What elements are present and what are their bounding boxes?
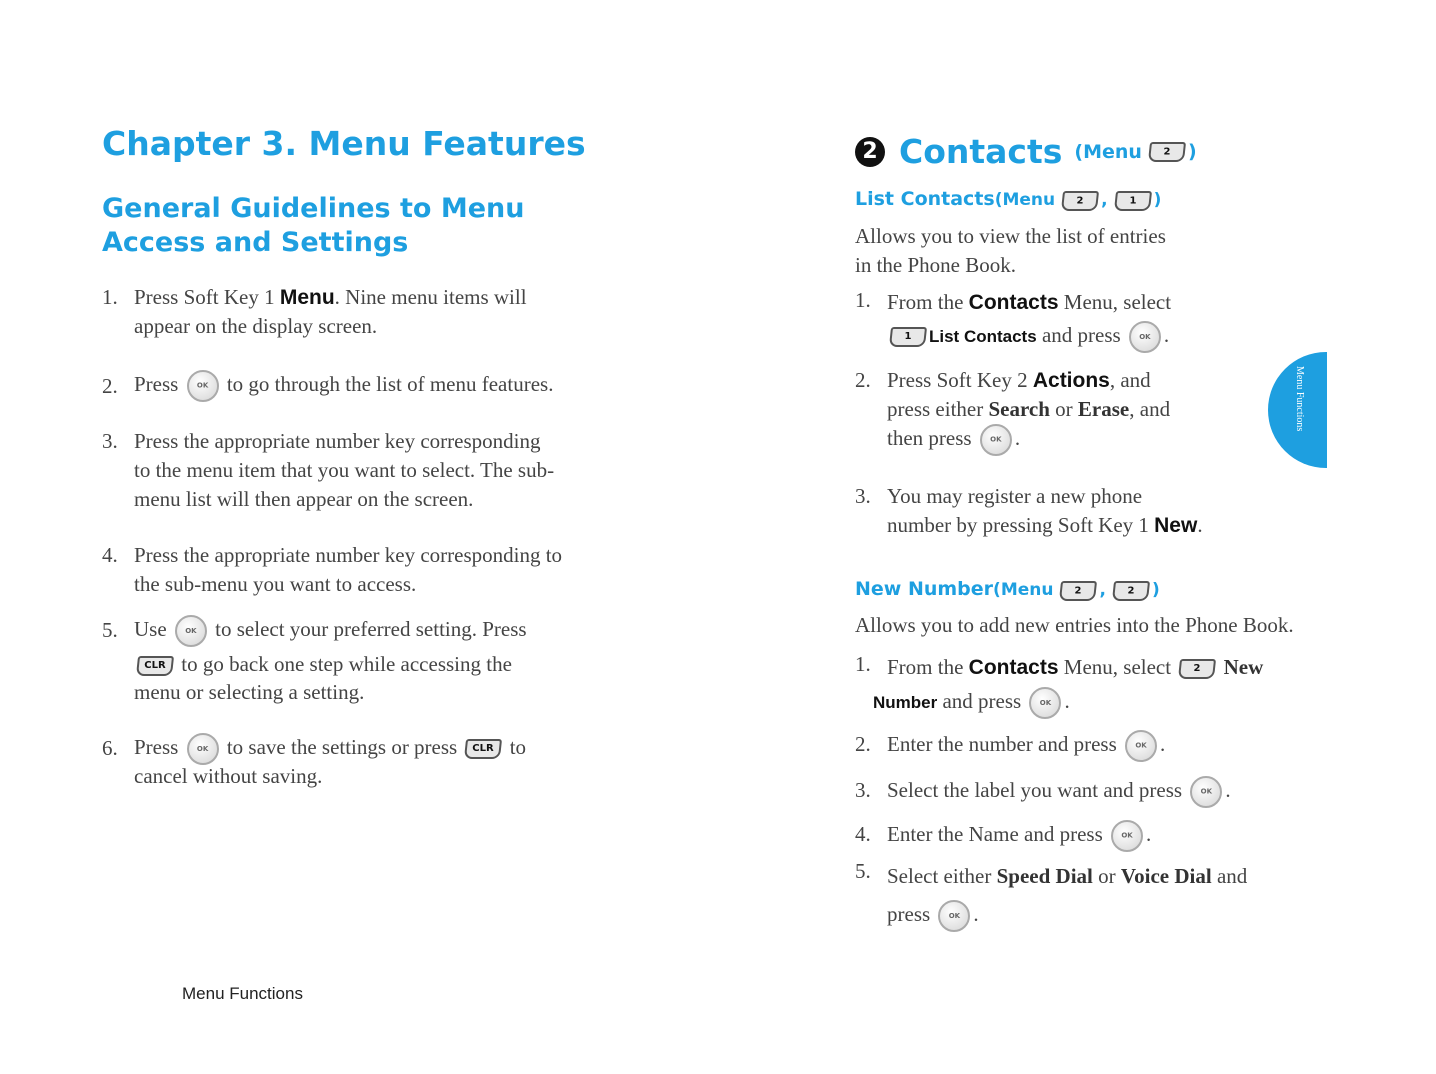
period: . (973, 902, 979, 926)
desc-text: Allows you to view the list of entries (855, 224, 1166, 248)
contacts-title: Contacts (899, 132, 1063, 171)
key-1-icon: 1 (1114, 191, 1152, 211)
step-number: 5. (102, 618, 118, 642)
ok-key-icon (1129, 321, 1161, 353)
contacts-label: Contacts (968, 656, 1059, 679)
ok-key-icon (1111, 820, 1143, 852)
side-tab-label: Menu Functions (1294, 366, 1305, 432)
step-text: and (1216, 864, 1248, 888)
period: . (1163, 323, 1170, 347)
ok-key-icon (1190, 776, 1222, 808)
step-text: number by pressing Soft Key 1 (887, 513, 1149, 537)
chapter-title: Chapter 3. Menu Features (102, 124, 586, 163)
step-text: Press Soft Key 2 (887, 368, 1028, 392)
new-label: New (1154, 514, 1198, 537)
step-text: Menu, select (1063, 290, 1172, 314)
ok-key-icon (980, 424, 1012, 456)
step-text: Press Soft Key 1 (134, 285, 280, 309)
step-number: 1. (855, 288, 871, 312)
comma: , (1099, 580, 1106, 600)
step-text: to select your preferred setting. Press (215, 617, 527, 641)
step-text: and press (942, 689, 1022, 713)
contacts-label: Contacts (968, 291, 1059, 314)
actions-label: Actions (1032, 369, 1110, 392)
list-contacts-title: List Contacts (855, 188, 995, 210)
page-footer: Menu Functions (182, 984, 303, 1003)
menu-label: (Menu (993, 580, 1054, 600)
menu-label: Menu (279, 286, 335, 309)
step-text: or (1055, 397, 1073, 421)
side-tab (1268, 352, 1327, 468)
new-number-heading (855, 578, 1160, 601)
erase-label: Erase (1077, 397, 1130, 421)
step-number: 1. (102, 285, 118, 309)
step-number: 5. (855, 859, 871, 883)
step-text: cancel without saving. (134, 764, 323, 789)
menu-label: (Menu (1074, 140, 1142, 163)
step-text: Press (134, 372, 179, 396)
speed-dial-label: Speed Dial (996, 864, 1093, 888)
step-number: 4. (102, 543, 118, 567)
step-text: press (887, 902, 931, 926)
paren: ) (1153, 190, 1162, 210)
step-number: 3. (855, 778, 871, 802)
step-text: Press the appropriate number key corresponding to (134, 543, 563, 567)
step-number: 3. (855, 484, 871, 508)
step-number: 2. (855, 368, 871, 392)
search-label: Search (988, 397, 1050, 421)
section-title: General Guidelines to Menu Access and Settings (102, 193, 525, 258)
step-text: Press (134, 735, 179, 759)
key-2-icon: 2 (1148, 142, 1186, 162)
paren: ) (1187, 140, 1197, 163)
step-text: Menu, select (1063, 655, 1172, 679)
step-text: Use (134, 617, 167, 641)
step-number: 2. (855, 732, 871, 756)
step-text: , and (1109, 368, 1151, 392)
step-text: to go through the list of menu features. (226, 372, 554, 396)
list-contacts-heading (855, 188, 1161, 211)
ok-key-icon (187, 733, 219, 765)
step-number: 6. (102, 736, 118, 760)
period: . (1146, 822, 1152, 846)
key-1-icon: 1 (889, 327, 927, 347)
step-text: to (509, 735, 527, 759)
key-2-icon: 2 (1178, 659, 1216, 679)
step-text: appear on the display screen. (134, 314, 378, 338)
key-2-icon: 2 (1059, 581, 1097, 601)
step-number: 1. (855, 652, 871, 676)
nav-key-icon (175, 615, 207, 647)
section-number-badge: 2 (855, 137, 885, 167)
period: . (1014, 426, 1021, 450)
step-text: to go back one step while accessing the (181, 652, 512, 677)
step-number: 3. (102, 429, 118, 453)
clr-key-icon: CLR (464, 739, 502, 759)
step-text: . Nine menu items will (334, 285, 527, 309)
desc-text: Allows you to add new entries into the Phone Book. (855, 613, 1294, 637)
step-text: Press the appropriate number key corresponding (134, 429, 541, 453)
step-text: From the (887, 655, 964, 679)
ok-key-icon (187, 370, 219, 402)
number-label: Number (873, 693, 938, 712)
list-contacts-desc (855, 222, 1235, 280)
new-number-title: New Number (855, 578, 994, 600)
ok-key-icon (1125, 730, 1157, 762)
menu-label: (Menu (994, 190, 1056, 210)
period: . (1160, 732, 1166, 756)
step-text: to save the settings or press (226, 735, 458, 759)
step-text: menu list will then appear on the screen. (134, 487, 474, 511)
step-text: Select the label you want and press (887, 778, 1183, 802)
step-text: the sub-menu you want to access. (134, 572, 417, 596)
new-number-desc (855, 611, 1325, 640)
step-text: You may register a new phone (887, 484, 1143, 508)
period: . (1225, 778, 1231, 802)
key-2-icon: 2 (1061, 191, 1099, 211)
period: . (1064, 689, 1070, 713)
key-2-icon: 2 (1112, 581, 1150, 601)
step-text: press either (887, 397, 984, 421)
comma: , (1101, 190, 1108, 210)
step-number: 2. (102, 374, 118, 398)
step-text: , and (1129, 397, 1171, 421)
step-text: From the (887, 290, 964, 314)
step-text: or (1098, 864, 1116, 888)
step-text: and press (1041, 323, 1121, 347)
step-text: Enter the Name and press (887, 822, 1103, 846)
step-number: 4. (855, 822, 871, 846)
list-contacts-label: List Contacts (929, 327, 1037, 346)
voice-dial-label: Voice Dial (1120, 864, 1212, 888)
clr-key-icon: CLR (136, 656, 174, 676)
desc-text: in the Phone Book. (855, 253, 1016, 277)
step-text: then press (887, 426, 972, 450)
paren: ) (1151, 580, 1160, 600)
ok-key-icon (938, 900, 970, 932)
step-text: to the menu item that you want to select. The sub- (134, 458, 555, 482)
step-text: Select either (887, 864, 992, 888)
contacts-heading (855, 132, 1197, 171)
new-label: New (1223, 655, 1264, 679)
period: . (1197, 513, 1203, 537)
step-text: Enter the number and press (887, 732, 1117, 756)
step-text: menu or selecting a setting. (134, 680, 365, 705)
ok-key-icon (1029, 687, 1061, 719)
